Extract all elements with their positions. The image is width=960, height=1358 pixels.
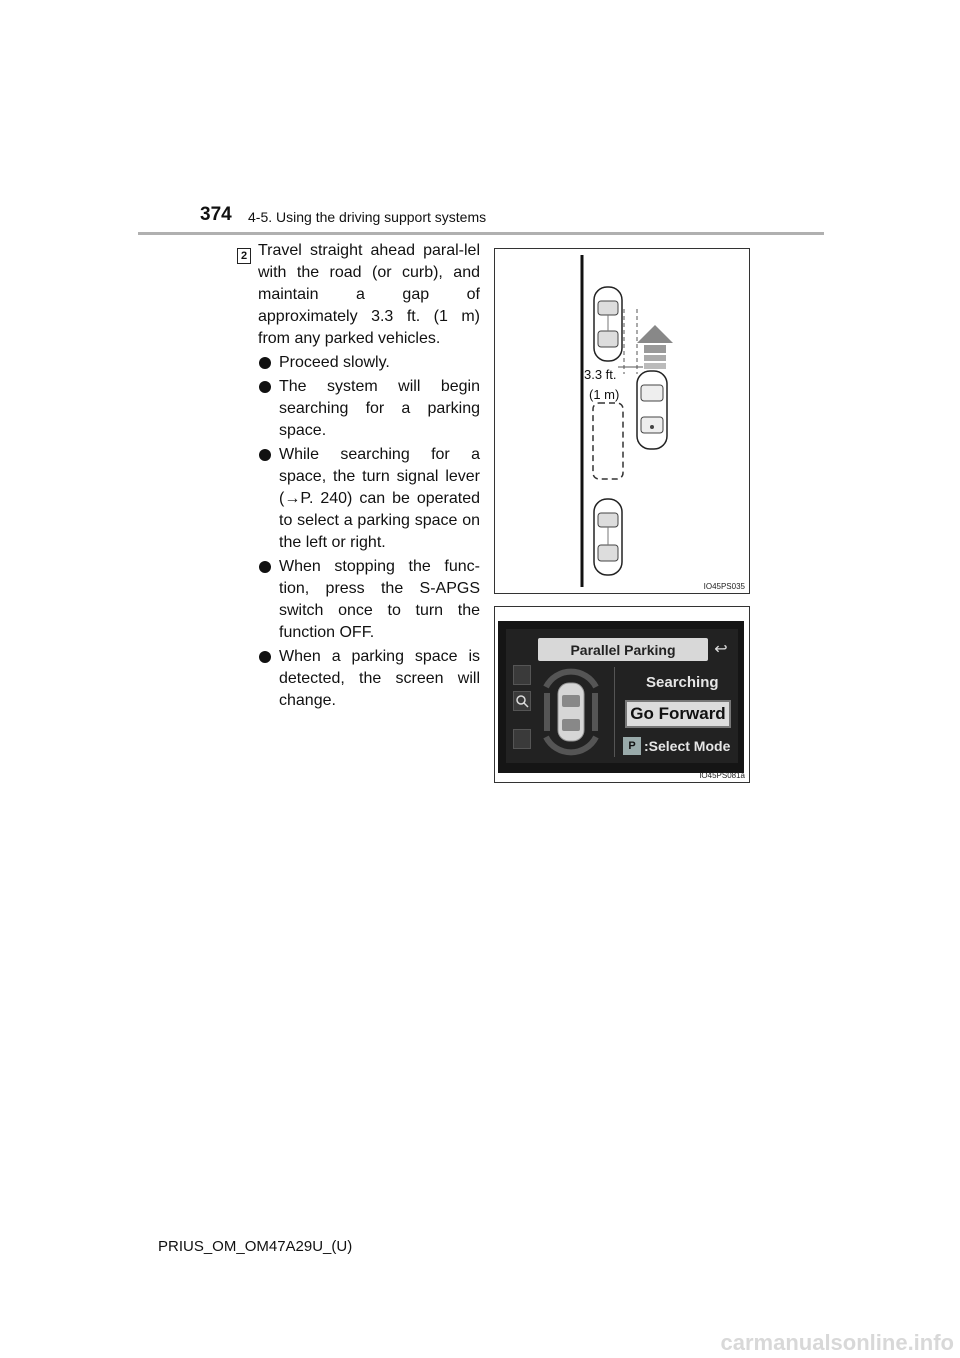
- figure-code: IO45PS081a: [699, 771, 745, 780]
- watermark: carmanualsonline.info: [720, 1330, 954, 1355]
- bullet-icon: [259, 381, 271, 393]
- bullet-text: When a parking space is detected, the screen will change.: [279, 648, 480, 709]
- parking-space-outline: [593, 403, 623, 479]
- bullet-list: [258, 352, 480, 712]
- gap-label-line2: (1 m): [589, 387, 620, 402]
- select-mode[interactable]: [623, 737, 730, 755]
- footer-doc-id: PRIUS_OM_OM47A29U_(U): [158, 1238, 353, 1255]
- select-mode-label: :Select Mode: [644, 738, 731, 754]
- parked-car-rear-icon: [594, 499, 622, 575]
- forward-arrow-icon: [637, 325, 673, 369]
- go-forward-button[interactable]: Go Forward: [625, 700, 731, 728]
- step-instruction: Travel straight ahead paral-lel with the road (or curb), and maintain a gap of approximately 3.3 ft. (1 m) from any parked vehicles.: [258, 242, 480, 347]
- search-icon: [514, 692, 530, 710]
- section-title: 4-5. Using the driving support systems: [248, 209, 487, 225]
- bullet-text: When stopping the func-tion, press the S-APGS switch once to turn the function OFF.: [279, 558, 480, 641]
- step-badge: 2: [237, 248, 251, 264]
- own-car-icon: [637, 371, 667, 449]
- gap-label-line1: 3.3 ft.: [584, 367, 617, 382]
- bullet-text: The system will begin searching for a parking space.: [279, 378, 480, 439]
- list-item: [258, 376, 480, 442]
- bullet-icon: [259, 561, 271, 573]
- bullet-icon: [259, 449, 271, 461]
- list-item: [258, 556, 480, 644]
- parking-mode-icon: P: [623, 737, 641, 755]
- list-item: [258, 646, 480, 712]
- car-sensor-icon: [536, 667, 606, 757]
- bullet-text: While searching for a space, the turn signal lever (→P. 240) can be operated to select a parking space on the left or right.: [279, 446, 480, 551]
- figure-code: IO45PS035: [703, 582, 745, 591]
- display-bezel: [498, 621, 744, 773]
- back-icon[interactable]: ↩: [714, 641, 728, 658]
- list-item: [258, 352, 480, 374]
- parking-diagram-figure: [494, 248, 750, 594]
- bullet-icon: [259, 357, 271, 369]
- mode-title: Parallel Parking: [538, 638, 708, 661]
- page-number: 374: [200, 204, 232, 225]
- parked-car-front-icon: [594, 287, 622, 361]
- side-button-top[interactable]: [513, 665, 531, 685]
- screen-divider: [614, 667, 615, 757]
- side-button-bottom[interactable]: [513, 729, 531, 749]
- bullet-icon: [259, 651, 271, 663]
- parking-diagram: [495, 249, 749, 593]
- side-button-search[interactable]: [513, 691, 531, 711]
- status-text: Searching: [646, 674, 719, 691]
- screen-figure: [494, 606, 750, 783]
- step-body: [258, 240, 480, 712]
- display-screen: [506, 629, 738, 763]
- list-item: [258, 444, 480, 554]
- bullet-text: Proceed slowly.: [279, 354, 390, 371]
- header-rule: [138, 232, 824, 235]
